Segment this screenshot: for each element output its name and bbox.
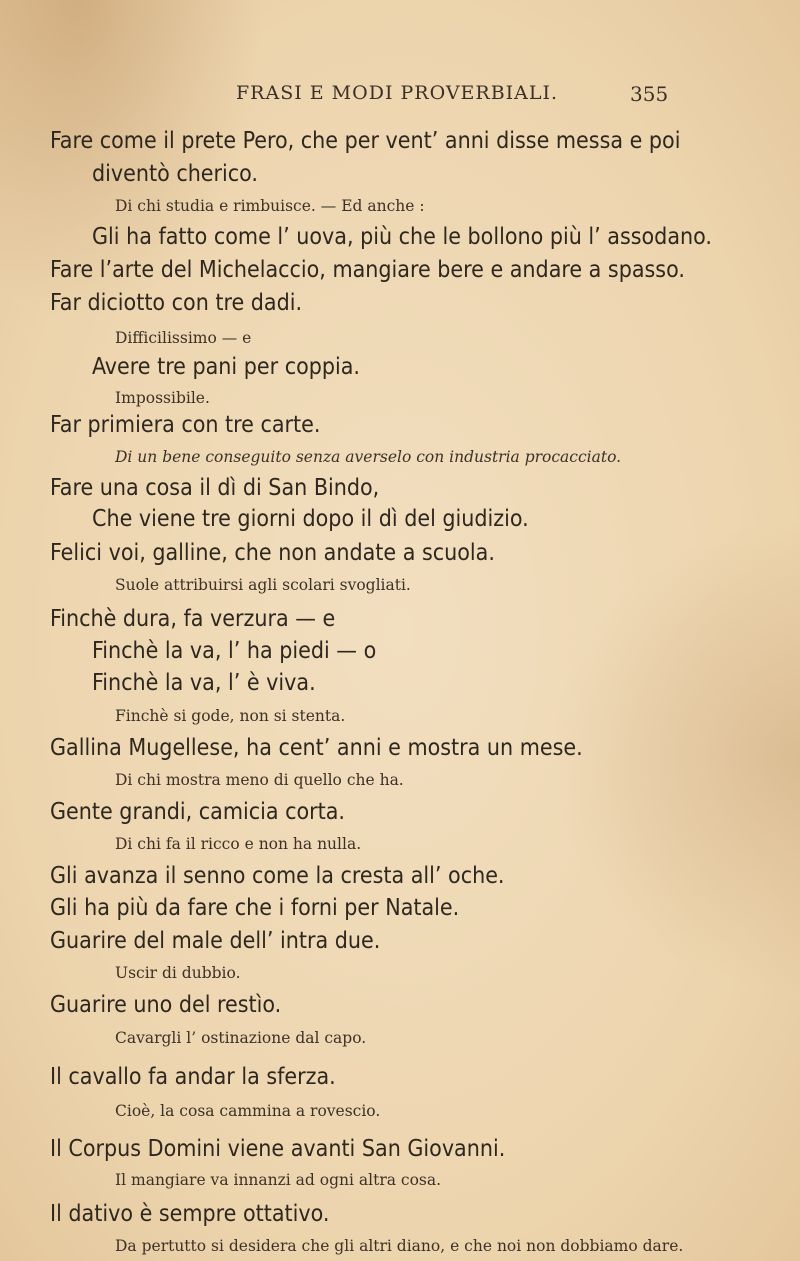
- proverb-line: Gli ha fatto come l’ uova, più che le bollono più l’ assodano.: [92, 223, 712, 250]
- page-number: 355: [630, 82, 669, 106]
- running-title: FRASI E MODI PROVERBIALI.: [236, 82, 559, 104]
- proverb-line: Far primiera con tre carte.: [50, 411, 321, 438]
- gloss-line: Cioè, la cosa cammina a rovescio.: [115, 1101, 381, 1120]
- proverb-line: Far diciotto con tre dadi.: [50, 290, 303, 317]
- proverb-line: Guarire uno del restìo.: [50, 991, 282, 1018]
- gloss-line: Cavargli l’ ostinazione dal capo.: [115, 1029, 367, 1048]
- proverb-line: Finchè la va, l’ è viva.: [92, 670, 316, 697]
- proverb-line: Il cavallo fa andar la sferza.: [50, 1064, 336, 1091]
- gloss-line: Finchè si gode, non si stenta.: [115, 707, 346, 726]
- proverb-line: Felici voi, galline, che non andate a scuola.: [50, 540, 495, 567]
- proverb-line: Che viene tre giorni dopo il dì del giudizio.: [92, 506, 529, 533]
- proverb-line: Avere tre pani per coppia.: [92, 353, 361, 380]
- page-header: [0, 82, 800, 112]
- gloss-line: Di chi mostra meno di quello che ha.: [115, 770, 404, 789]
- proverb-line: Finchè la va, l’ ha piedi — o: [92, 637, 377, 664]
- proverb-line: Fare una cosa il dì di San Bindo,: [50, 474, 380, 501]
- gloss-line: Suole attribuirsi agli scolari svogliati.: [115, 575, 411, 594]
- gloss-line: Da pertutto si desidera che gli altri diano, e che noi non dobbiamo dare.: [115, 1237, 684, 1255]
- proverb-line: Gli avanza il senno come la cresta all’ oche.: [50, 862, 505, 889]
- proverb-line: Fare l’arte del Michelaccio, mangiare bere e andare a spasso.: [50, 257, 685, 284]
- proverb-line: diventò cherico.: [92, 160, 258, 187]
- proverb-line: Finchè dura, fa verzura — e: [50, 605, 336, 632]
- gloss-line: Il mangiare va innanzi ad ogni altra cosa.: [115, 1171, 442, 1190]
- proverb-line: Gli ha più da fare che i forni per Natale.: [50, 895, 460, 922]
- proverb-line: Il Corpus Domini viene avanti San Giovanni.: [50, 1135, 506, 1162]
- proverb-line: Guarire del male dell’ intra due.: [50, 928, 381, 955]
- gloss-line: Uscir di dubbio.: [115, 963, 241, 982]
- gloss-line: Impossibile.: [115, 388, 210, 407]
- gloss-line: Di chi fa il ricco e non ha nulla.: [115, 834, 362, 853]
- proverb-line: Gallina Mugellese, ha cent’ anni e mostra un mese.: [50, 735, 583, 762]
- gloss-line: Di chi studia e rimbuisce. — Ed anche :: [115, 197, 425, 216]
- proverb-line: Fare come il prete Pero, che per vent’ anni disse messa e poi: [50, 128, 681, 154]
- gloss-line: Di un bene conseguito senza averselo con industria procacciato.: [115, 448, 622, 467]
- gloss-line: Difficilissimo — e: [115, 328, 252, 347]
- proverb-line: Il dativo è sempre ottativo.: [50, 1201, 330, 1228]
- proverb-line: Gente grandi, camicia corta.: [50, 798, 346, 825]
